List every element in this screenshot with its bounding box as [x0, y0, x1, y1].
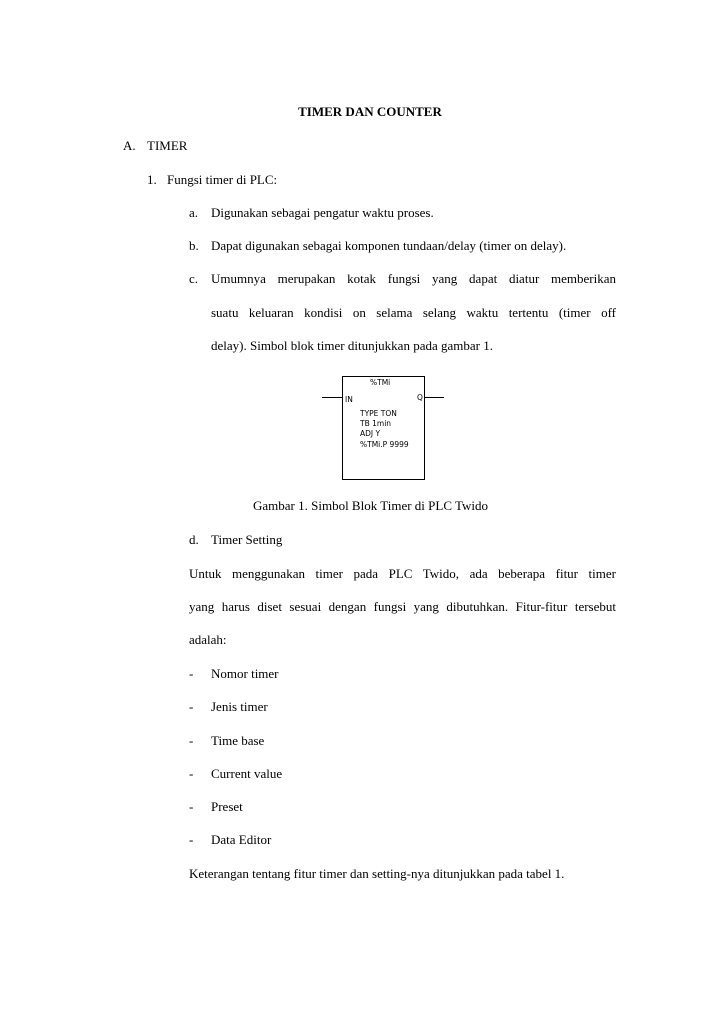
timer-block-box [342, 376, 425, 480]
page-title: TIMER DAN COUNTER [298, 104, 442, 119]
feature-item: Preset [211, 799, 243, 814]
feature-item: Nomor timer [211, 666, 279, 681]
feature-dash: - [189, 733, 194, 748]
sub-item-d-marker: d. [189, 532, 199, 547]
timer-param-tb: TB 1min [360, 419, 392, 428]
timer-input-line [322, 397, 342, 398]
feature-dash: - [189, 766, 194, 781]
sub-item-b-text: Dapat digunakan sebagai komponen tundaan/delay (timer on delay). [211, 238, 567, 253]
timer-param-preset: %TMi.P 9999 [360, 440, 409, 449]
sub-item-c-marker: c. [189, 271, 199, 286]
timer-input-label: IN [345, 395, 353, 404]
item-1-heading: Fungsi timer di PLC: [167, 172, 278, 187]
sub-item-c-line-1: Umumnya merupakan kotak fungsi yang dapat diatur memberikan [211, 271, 616, 286]
feature-item: Data Editor [211, 832, 272, 847]
paragraph-line-1: Untuk menggunakan timer pada PLC Twido, ada beberapa fitur timer [189, 566, 616, 581]
closing-sentence: Keterangan tentang fitur timer dan setting-nya ditunjukkan pada tabel 1. [189, 866, 565, 881]
feature-item: Time base [211, 733, 265, 748]
timer-output-label: Q [417, 393, 423, 402]
timer-block-name: %TMi [370, 378, 391, 387]
item-1-marker: 1. [147, 172, 157, 187]
timer-param-adj: ADJ Y [360, 429, 381, 438]
figure-caption: Gambar 1. Simbol Blok Timer di PLC Twido [253, 498, 489, 513]
sub-item-a-text: Digunakan sebagai pengatur waktu proses. [211, 205, 434, 220]
feature-dash: - [189, 832, 194, 847]
sub-item-c-line-2: suatu keluaran kondisi on selama selang waktu tertentu (timer off [211, 305, 616, 320]
timer-output-line [425, 397, 444, 398]
section-a-heading: TIMER [147, 138, 188, 153]
feature-item: Jenis timer [211, 699, 268, 714]
sub-item-a-marker: a. [189, 205, 199, 220]
timer-block-figure [322, 374, 444, 482]
timer-param-type: TYPE TON [360, 409, 397, 418]
feature-item: Current value [211, 766, 283, 781]
sub-item-b-marker: b. [189, 238, 199, 253]
sub-item-d-heading: Timer Setting [211, 532, 283, 547]
paragraph-line-3: adalah: [189, 632, 227, 647]
feature-dash: - [189, 699, 194, 714]
paragraph-line-2: yang harus diset sesuai dengan fungsi yang dibutuhkan. Fitur-fitur tersebut [189, 599, 616, 614]
section-a-marker: A. [123, 138, 136, 153]
feature-dash: - [189, 666, 194, 681]
feature-dash: - [189, 799, 194, 814]
sub-item-c-line-3: delay). Simbol blok timer ditunjukkan pada gambar 1. [211, 338, 493, 353]
